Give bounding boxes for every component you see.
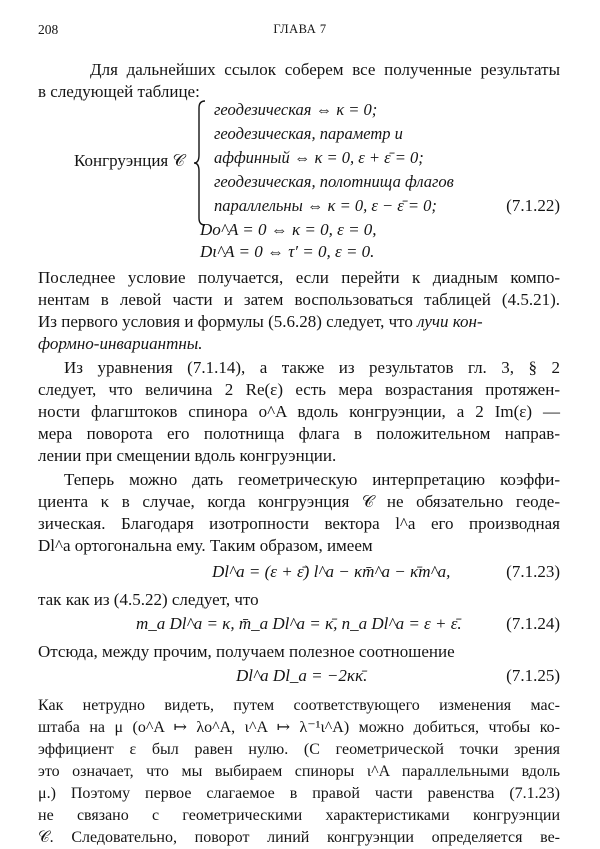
equation-number: (7.1.22) (506, 196, 560, 215)
text-line: Последнее условие получается, если перейти к диадным компо- (38, 268, 560, 287)
text-line: Как нетрудно видеть, путем соответствующего изменения мас- (38, 697, 560, 714)
text-line: нентам в левой части и затем воспользоваться таблицей (4.5.21). (38, 290, 560, 309)
text-line: эффициент ε был равен нулю. (С геометрической точки зрения (38, 741, 560, 758)
table-row: аффинный ⇔ κ = 0, ε + ε̄ = 0; (214, 148, 424, 167)
text-line: так как из (4.5.22) следует, что (38, 590, 259, 609)
page-number: 208 (38, 22, 59, 37)
equation: Do^A = 0 ⇔ κ = 0, ε = 0, (200, 220, 377, 239)
table-row: геодезическая, полотнища флагов (214, 172, 454, 191)
table-label: Конгруэнция 𝒞 (74, 151, 185, 170)
text-line: это означает, что мы выбираем спиноры ι^A параллельными вдоль (38, 763, 560, 780)
text-line: Теперь можно дать геометрическую интерпретацию коэффи- (64, 470, 560, 489)
text-line: Из первого условия и формулы (5.6.28) следует, что лучи кон- (38, 312, 483, 331)
text-line: Dl^a ортогональна ему. Таким образом, имеем (38, 536, 373, 555)
curly-brace (193, 100, 207, 226)
equation: Dl^a = (ε + ε̄) l^a − κm̄^a − κ̄m^a, (212, 562, 451, 581)
equation: m_a Dl^a = κ, m̄_a Dl^a = κ̄, n_a Dl^a = ε + ε̄. (136, 614, 462, 633)
text-line: следует, что величина 2 Re(ε) есть мера возрастания протяжен- (38, 380, 560, 399)
text-line: Для дальнейших ссылок соберем все полученные результаты (90, 60, 560, 79)
equation-number: (7.1.24) (506, 614, 560, 633)
text-line: μ.) Поэтому первое слагаемое в правой части равенства (7.1.23) (38, 785, 560, 802)
text-line: Из уравнения (7.1.14), а также из результатов гл. 3, § 2 (64, 358, 560, 377)
equation-number: (7.1.23) (506, 562, 560, 581)
text-line: в следующей таблице: (38, 82, 200, 101)
text-line: мера поворота его полотнища флага в положительном направ- (38, 424, 560, 443)
equation: Dl^a Dl_a = −2κκ̄. (236, 666, 368, 685)
text-line: штаба на μ (o^A ↦ λo^A, ι^A ↦ λ⁻¹ι^A) можно добиться, чтобы ко- (38, 719, 560, 736)
text-line: ности флагштоков спинора o^A вдоль конгруэнции, а 2 Im(ε) — (38, 402, 560, 421)
text-line: лении при смещении вдоль конгруэнции. (38, 446, 337, 465)
equation: Dι^A = 0 ⇔ τ′ = 0, ε = 0. (200, 242, 375, 261)
chapter-title: ГЛАВА 7 (273, 22, 327, 36)
table-row: параллельны ⇔ κ = 0, ε − ε̄ = 0; (214, 196, 437, 215)
text-line: формно-инвариантны. (38, 334, 203, 353)
equation-number: (7.1.25) (506, 666, 560, 685)
text-line: зическая. Благодаря изотропности вектора l^a его производная (38, 514, 560, 533)
text-line: 𝒞. Следовательно, поворот линий конгруэнции определяется ве- (38, 829, 560, 846)
text-line: Отсюда, между прочим, получаем полезное соотношение (38, 642, 455, 661)
table-row: геодезическая ⇔ κ = 0; (214, 100, 378, 119)
table-row: геодезическая, параметр и (214, 124, 403, 143)
text-line: циента κ в случае, когда конгруэнция 𝒞 не обязательно геоде- (38, 492, 560, 511)
text-line: не связано с геометрическими характеристиками конгруэнции (38, 807, 560, 824)
